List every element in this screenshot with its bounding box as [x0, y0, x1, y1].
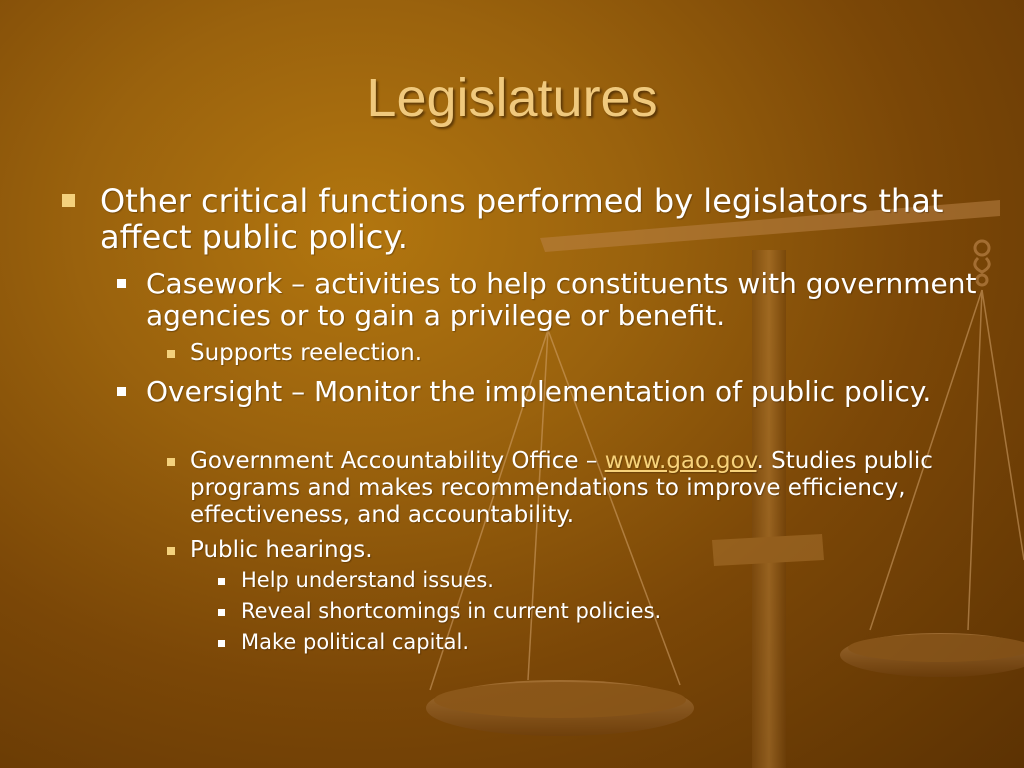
bullet-public-hearings: [167, 537, 967, 564]
gao-link[interactable]: www.gao.gov: [604, 448, 757, 474]
square-bullet-icon: [117, 279, 126, 288]
bullet-main-text: Other critical functions performed by legislators that affect public policy.: [100, 182, 944, 256]
list-item: [218, 568, 978, 593]
list-item-text: Make political capital.: [241, 630, 470, 654]
square-bullet-icon: [62, 194, 75, 207]
gao-suffix: . Studies public programs and makes recommendations to improve efficiency, effectiveness, and accountability.: [190, 448, 933, 528]
gao-prefix: Government Accountability Office –: [190, 448, 605, 474]
scale-pan-left: [426, 680, 694, 736]
bullet-gao: [167, 448, 967, 529]
bullet-casework-text: Casework – activities to help constituents with government agencies or to gain a privilege or benefit.: [146, 267, 977, 332]
square-bullet-icon: [117, 387, 126, 396]
square-bullet-icon: [218, 609, 225, 616]
square-bullet-icon: [218, 578, 225, 585]
square-bullet-icon: [167, 547, 175, 555]
square-bullet-icon: [167, 458, 175, 466]
bullet-casework: [117, 268, 997, 332]
list-item: [218, 599, 978, 624]
bullet-gao-text: [190, 448, 967, 529]
square-bullet-icon: [167, 350, 175, 358]
slide-title: Legislatures: [366, 68, 658, 128]
list-item-text: Help understand issues.: [241, 568, 494, 592]
list-item: [218, 630, 978, 655]
bullet-reelection-text: Supports reelection.: [190, 340, 423, 366]
bullet-reelection: [167, 340, 967, 367]
bullet-public-hearings-text: Public hearings.: [190, 537, 373, 563]
list-item-text: Reveal shortcomings in current policies.: [241, 599, 662, 623]
square-bullet-icon: [218, 640, 225, 647]
bullet-oversight: [117, 376, 997, 408]
bullet-main: [62, 183, 992, 255]
bullet-oversight-text: Oversight – Monitor the implementation of public policy.: [146, 375, 932, 408]
